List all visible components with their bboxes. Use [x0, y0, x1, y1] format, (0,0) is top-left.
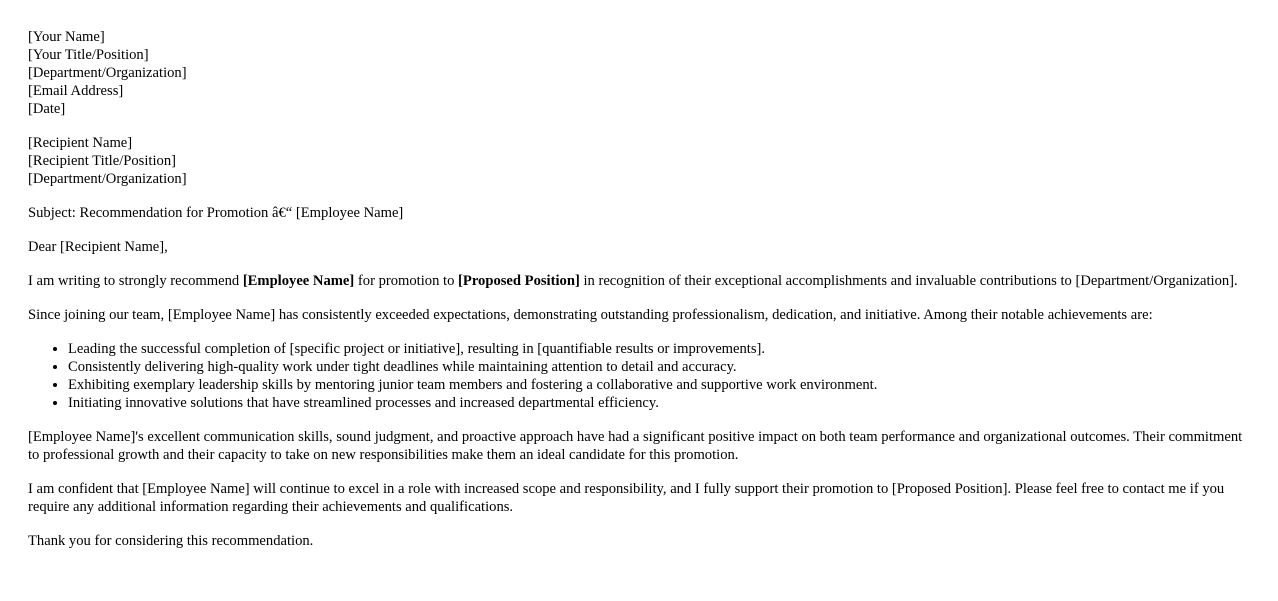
recipient-block — [28, 134, 1250, 188]
intro-employee-name: [Employee Name] — [242, 273, 355, 289]
intro-proposed-position: [Proposed Position] — [458, 273, 580, 289]
achievements-intro: Since joining our team, [Employee Name] has consistently exceeded expectations, demonstrating outstanding professionalism, dedication, and initiative. Among their notable achievements are: — [28, 307, 1153, 323]
sender-block — [28, 28, 1250, 118]
salutation: Dear [Recipient Name], — [28, 239, 168, 255]
list-item: • Exhibiting exemplary leadership skills by mentoring junior team members and fostering a collaborative and supportive work environment. — [68, 376, 1250, 394]
sender-title: [Your Title/Position] — [28, 47, 149, 63]
impact-paragraph: [Employee Name]'s excellent communication skills, sound judgment, and proactive approach have had a significant positive impact on both team performance and organizational outcomes. Their commitment to professional growth and their capacity to take on new responsibilities make them an ideal candidate for this promotion. — [28, 429, 1243, 463]
recipient-department: [Department/Organization] — [28, 171, 187, 187]
list-item: • Consistently delivering high-quality work under tight deadlines while maintaining attention to detail and accuracy. — [68, 358, 1250, 376]
letter-date: [Date] — [28, 101, 66, 117]
confidence-paragraph: I am confident that [Employee Name] will continue to excel in a role with increased scope and responsibility, and I fully support their promotion to [Proposed Position]. Please feel free to contact me if you require any additional information regarding their achievements and qualifications. — [28, 481, 1225, 515]
closing-line: Thank you for considering this recommendation. — [28, 533, 314, 549]
intro-text-3: in recognition of their exceptional accomplishments and invaluable contributions to [Department/Organization]. — [579, 273, 1238, 289]
list-item: • Initiating innovative solutions that have streamlined processes and increased departmental efficiency. — [68, 394, 1250, 412]
sender-name: [Your Name] — [28, 29, 105, 45]
intro-text-2: for promotion to — [354, 273, 459, 289]
sender-department: [Department/Organization] — [28, 65, 187, 81]
intro-text-1: I am writing to strongly recommend — [28, 273, 243, 289]
sender-email: [Email Address] — [28, 83, 124, 99]
recipient-title: [Recipient Title/Position] — [28, 153, 176, 169]
subject-line: Subject: Recommendation for Promotion â€“ [Employee Name] — [28, 205, 404, 221]
recipient-name: [Recipient Name] — [28, 135, 133, 151]
intro-paragraph — [28, 272, 1250, 290]
achievements-list — [28, 340, 1250, 412]
list-item: • Leading the successful completion of [specific project or initiative], resulting in [quantifiable results or improvements]. — [68, 340, 1250, 358]
